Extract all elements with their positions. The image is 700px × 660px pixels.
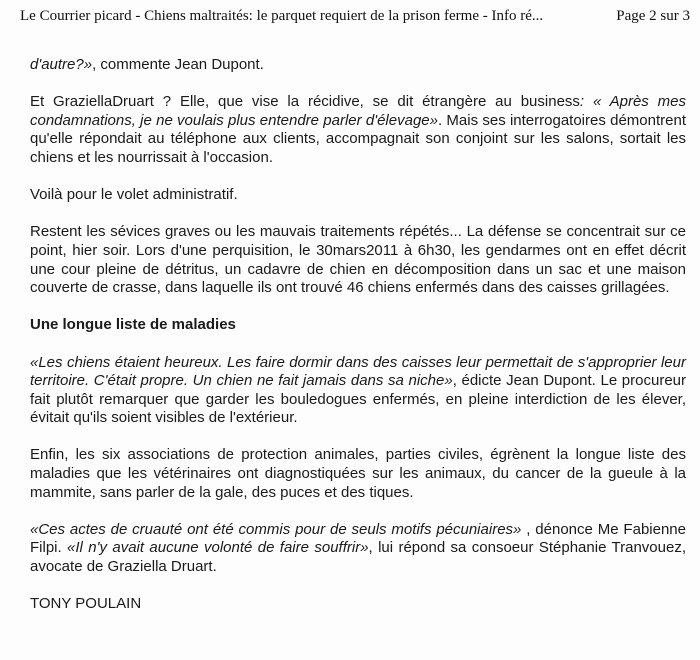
author-byline: TONY POULAIN xyxy=(30,595,142,613)
quote: «Ces actes de cruauté ont été commis pour de seuls motifs pécuniaires» xyxy=(30,520,522,538)
paragraph-text: . Mais ses interrogatoires démontrent qu'elle répondait au téléphone aux clients, accompagnait son conjoint sur les salons, sortait les chiens et les nourrissait à l'occasion. xyxy=(30,111,686,166)
section-subheading: Une longue liste de maladies xyxy=(30,316,236,334)
quote: : « Après mes condamnations, je ne voulais plus entendre parler d'élevage» xyxy=(30,93,686,129)
paragraph-3: Voilà pour le volet administratif. xyxy=(30,186,238,204)
paragraph-text: Et GraziellaDruart ? Elle, que vise la récidive, se dit étrangère au business xyxy=(30,93,580,111)
paragraph-5 xyxy=(30,354,686,428)
paragraph-text: , dénonce Me Fabienne Filpi. xyxy=(30,520,686,557)
quote: «Il n'y avait aucune volonté de faire souffrir» xyxy=(67,539,369,557)
paragraph-4: Restent les sévices graves ou les mauvais traitements répétés... La défense se concentrait sur ce point, hier soir. Lors d'une perquisition, le 30mars2011 à 6h30, les gendarmes ont en effet décrit une cour pleine de détritus, un cadavre de chien en décomposition dans un sac et une maison couverte de crasse, dans laquelle ils ont trouvé 46 chiens enfermés dans des caisses grillagées. xyxy=(30,223,686,297)
quote: «Les chiens étaient heureux. Les faire dormir dans des caisses leur permettait de s'approprier leur territoire. C'était propre. Un chien ne fait jamais dans sa niche» xyxy=(30,353,686,390)
paragraph-2 xyxy=(30,93,686,167)
paragraph-text: , lui répond sa consoeur Stéphanie Tranvouez, avocate de Graziella Druart. xyxy=(30,539,686,576)
print-header xyxy=(20,6,690,28)
paragraph-7 xyxy=(30,521,686,577)
header-title: Le Courrier picard - Chiens maltraités: le parquet requiert de la prison ferme - Info ré... xyxy=(20,8,544,24)
paragraph-text: , commente Jean Dupont. xyxy=(92,56,264,73)
paragraph-1 xyxy=(30,56,686,75)
quote: d'autre?» xyxy=(30,56,93,73)
header-page-number: Page 2 sur 3 xyxy=(616,8,690,24)
paragraph-6: Enfin, les six associations de protection animales, parties civiles, égrènent la longue liste des maladies que les vétérinaires ont diagnostiquées sur les animaux, du cancer de la gueule à la mammite, sans parler de la gale, des puces et des tiques. xyxy=(30,446,686,501)
article-body xyxy=(30,56,686,614)
paragraph-text: , édicte Jean Dupont. Le procureur fait plutôt remarquer que garder les bouledogues enfermés, en pleine interdiction de les élever, évitait qu'ils soient visibles de l'extérieur. xyxy=(30,372,686,427)
